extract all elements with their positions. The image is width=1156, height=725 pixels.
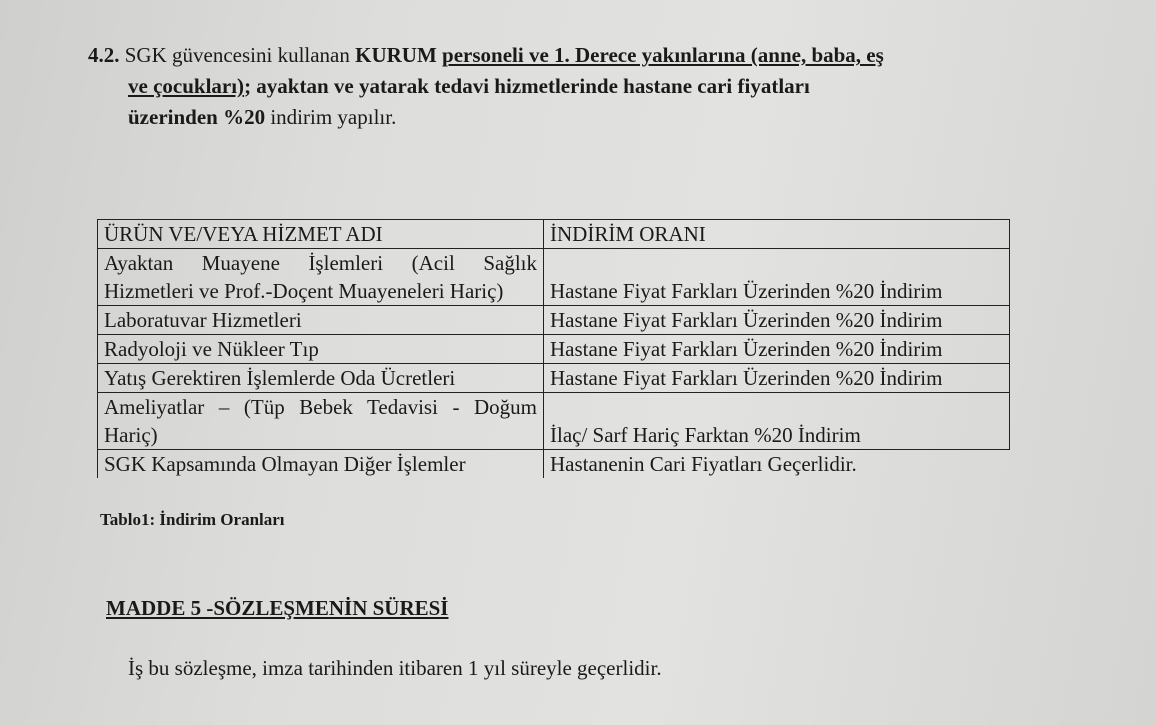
- table-caption: Tablo1: İndirim Oranları: [100, 510, 285, 529]
- discount-cell: Hastanenin Cari Fiyatları Geçerlidir.: [544, 450, 1010, 479]
- table-row: [98, 335, 1010, 364]
- clause-text-1b: KURUM: [355, 43, 437, 67]
- service-cell: SGK Kapsamında Olmayan Diğer İşlemler: [98, 450, 544, 479]
- service-cell: Laboratuvar Hizmetleri: [98, 306, 544, 335]
- column-header-discount: İNDİRİM ORANI: [544, 220, 1010, 249]
- clause-text-1a: SGK güvencesini kullanan: [124, 43, 356, 67]
- discount-cell: Hastane Fiyat Farkları Üzerinden %20 İndirim: [544, 335, 1010, 364]
- discount-cell: İlaç/ Sarf Hariç Farktan %20 İndirim: [544, 393, 1010, 450]
- table-row: [98, 393, 1010, 450]
- clause-text-1c: personeli ve 1. Derece yakınlarına (anne, baba, eş: [442, 43, 884, 67]
- clause-line-1: [88, 40, 1023, 71]
- section-heading: MADDE 5 -SÖZLEŞMENİN SÜRESİ: [106, 596, 449, 620]
- section-body: İş bu sözleşme, imza tarihinden itibaren 1 yıl süreyle geçerlidir.: [128, 656, 662, 680]
- clause-text-3a: üzerinden %20: [128, 105, 266, 129]
- discount-cell: Hastane Fiyat Farkları Üzerinden %20 İndirim: [544, 249, 1010, 306]
- table-header-row: [98, 220, 1010, 249]
- service-cell: Ameliyatlar – (Tüp Bebek Tedavisi - Doğum Hariç): [98, 393, 544, 450]
- clause-line-3: [88, 102, 1023, 133]
- clause-4-2: [88, 40, 1023, 133]
- table-row: [98, 450, 1010, 479]
- clause-line-2: [88, 71, 1020, 102]
- table-row: [98, 364, 1010, 393]
- column-header-service: ÜRÜN VE/VEYA HİZMET ADI: [98, 220, 544, 249]
- clause-text-2a: ve çocukları): [128, 74, 245, 98]
- service-cell: Radyoloji ve Nükleer Tıp: [98, 335, 544, 364]
- service-cell: Yatış Gerektiren İşlemlerde Oda Ücretleri: [98, 364, 544, 393]
- table-row: [98, 249, 1010, 306]
- clause-number: 4.2.: [88, 43, 120, 67]
- discount-table: [97, 219, 1010, 478]
- discount-cell: Hastane Fiyat Farkları Üzerinden %20 İndirim: [544, 306, 1010, 335]
- clause-text-2b: ; ayaktan ve yatarak tedavi hizmetlerinde hastane cari fiyatları: [244, 74, 810, 98]
- discount-cell: Hastane Fiyat Farkları Üzerinden %20 İndirim: [544, 364, 1010, 393]
- clause-text-3b: indirim yapılır.: [265, 105, 397, 129]
- service-cell: Ayaktan Muayene İşlemleri (Acil Sağlık Hizmetleri ve Prof.-Doçent Muayeneleri Hariç): [98, 249, 544, 306]
- table-row: [98, 306, 1010, 335]
